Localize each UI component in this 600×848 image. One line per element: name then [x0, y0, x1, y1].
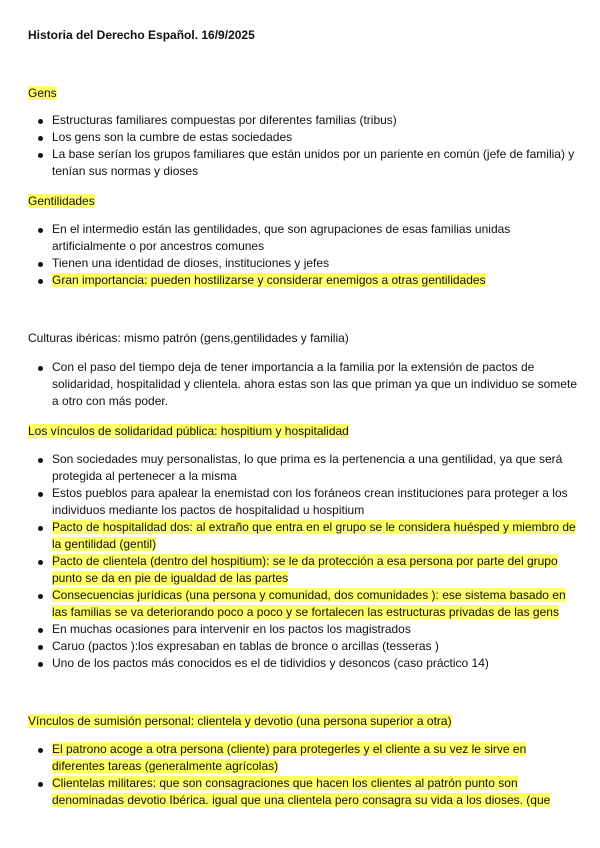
list-vinculos-sumision — [28, 741, 578, 809]
heading-gentilidades-text: Gentilidades — [28, 194, 95, 208]
highlighted-text: Clientelas militares: que son consagraciones que hacen los clientes al patrón punto son denominadas devotio Ibérica. igual que una clientela pero consagra su vida a los dioses. (que — [52, 776, 551, 807]
list-item: Tienen una identidad de dioses, instituciones y jefes — [28, 255, 578, 272]
list-item: En el intermedio están las gentilidades, que son agrupaciones de esas familias unidas artificialmente o por ancestros comunes — [28, 221, 578, 255]
heading-vinculos-sumision — [28, 714, 452, 729]
list-culturas — [28, 359, 578, 410]
heading-gentilidades — [28, 194, 95, 209]
list-item: Estos pueblos para apalear la enemistad con los foráneos crean instituciones para proteger a los individuos mediante los pactos de hospitalidad u hospitium — [28, 485, 578, 519]
list-vinculos-solidaridad — [28, 451, 578, 672]
highlighted-text: Pacto de hospitalidad dos: al extraño que entra en el grupo se le considera huésped y miembro de la gentilidad (gentil) — [52, 520, 576, 551]
highlighted-text: Pacto de clientela (dentro del hospitium): se le da protección a esa persona por parte del grupo punto se da en pie de igualdad de las partes — [52, 554, 558, 585]
highlighted-text: El patrono acoge a otra persona (cliente) para protegerles y el cliente a su vez le sirve en diferentes tareas (generalmente agrícolas) — [52, 742, 527, 773]
heading-vinculos-solidaridad — [28, 424, 349, 439]
list-gens — [28, 112, 578, 180]
list-item: Caruo (pactos ):los expresaban en tablas de bronce o arcillas (tesseras ) — [28, 638, 578, 655]
heading-gens — [28, 86, 57, 101]
heading-culturas: Culturas ibéricas: mismo patrón (gens,gentilidades y familia) — [28, 331, 349, 345]
list-gentilidades — [28, 221, 578, 289]
list-item — [28, 587, 578, 621]
list-item: Estructuras familiares compuestas por diferentes familias (tribus) — [28, 112, 578, 129]
highlighted-text: Gran importancia: pueden hostilizarse y considerar enemigos a otras gentilidades — [52, 273, 486, 287]
heading-vinculos-sumision-text: Vínculos de sumisión personal: clientela y devotio (una persona superior a otra) — [28, 714, 452, 728]
list-item — [28, 775, 578, 809]
list-item: Los gens son la cumbre de estas sociedades — [28, 129, 578, 146]
highlighted-text: Consecuencias jurídicas (una persona y comunidad, dos comunidades ): ese sistema basado en las familias se va deteriorando poco a poco y se fortalecen las estructuras privadas de las gens — [52, 588, 566, 619]
list-item: Uno de los pactos más conocidos es el de tidividios y desoncos (caso práctico 14) — [28, 655, 578, 672]
heading-gens-text: Gens — [28, 86, 57, 100]
document-title: Historia del Derecho Español. 16/9/2025 — [28, 28, 255, 42]
list-item — [28, 741, 578, 775]
list-item — [28, 553, 578, 587]
list-item: Con el paso del tiempo deja de tener importancia a la familia por la extensión de pactos de solidaridad, hospitalidad y clientela. ahora estas son las que priman ya que un individuo se somete a otro con más poder. — [28, 359, 578, 410]
heading-vinculos-solidaridad-text: Los vínculos de solidaridad pública: hospitium y hospitalidad — [28, 424, 349, 438]
list-item: La base serían los grupos familiares que están unidos por un pariente en común (jefe de familia) y tenían sus normas y dioses — [28, 146, 578, 180]
list-item — [28, 272, 578, 289]
list-item — [28, 519, 578, 553]
list-item: Son sociedades muy personalistas, lo que prima es la pertenencia a una gentilidad, ya que será protegida al pertenecer a la misma — [28, 451, 578, 485]
list-item: En muchas ocasiones para intervenir en los pactos los magistrados — [28, 621, 578, 638]
